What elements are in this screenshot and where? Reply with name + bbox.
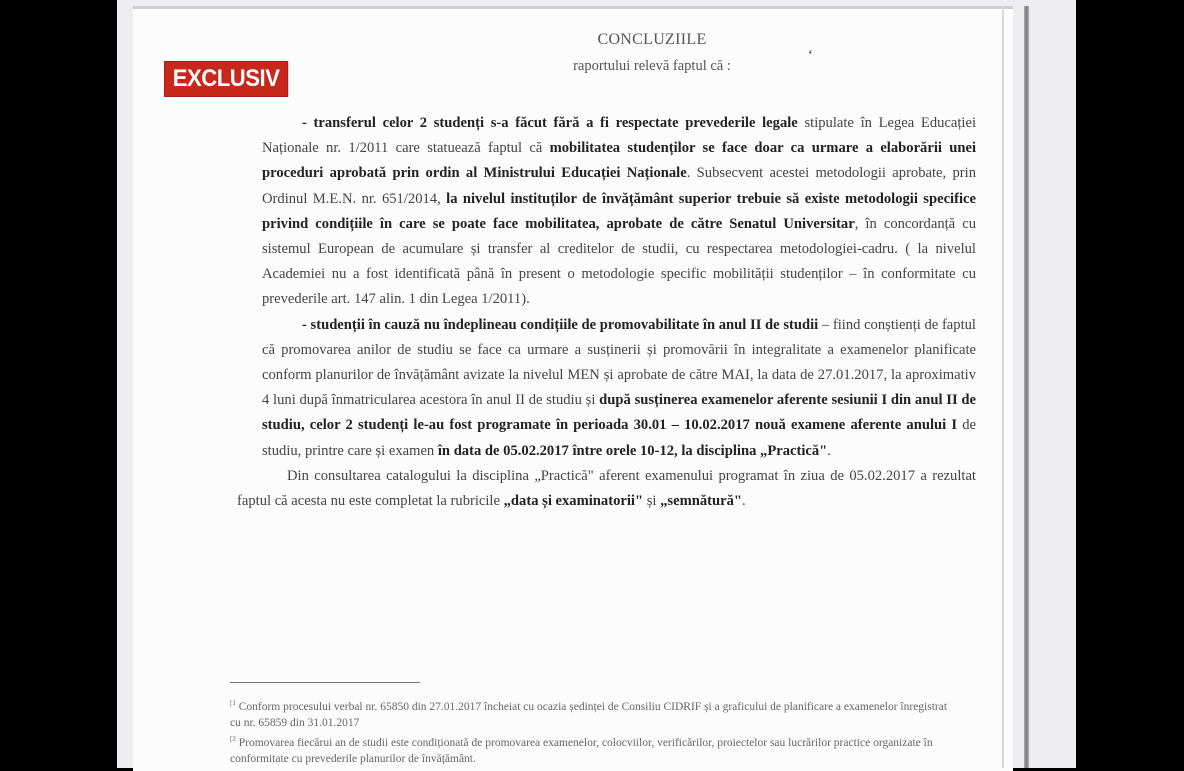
bold-text: „semnătură" — [660, 493, 742, 510]
bold-text: „data și examinatorii" — [503, 493, 644, 510]
bold-text: - studenții în cauză nu îndeplineau condițiile de promovabilitate în anul II de studii — [302, 316, 819, 333]
text: și — [643, 493, 661, 510]
bold-text: după susținerea examenelor aferente sesiunii I din anul II de studiu, celor 2 studenți le-au fost programate în perioada 30.01 – 10.02.2017 nouă examene aferente anului I — [262, 392, 976, 434]
page-edge — [1002, 6, 1004, 768]
text: – fiind conștienți de faptul că promovarea anilor de studiu se face ca urmare a susținerii și promovării în integralitate a examenelor planificate conform planurilor de învățământ avizate la nivelul MEN și aprobate de către MAI, la data de 27.01.2017, la aproximativ 4 luni după înmatricularea acestora în anul II de studiu și — [262, 316, 976, 409]
footnote-text: Conform procesului verbal nr. 65850 din 27.01.2017 încheiat cu ocazia ședinței de Consiliu CIDRIF și a graficului de planificare a examenelor înregistrat cu nr. 65859 din 31.01.2017 — [230, 700, 948, 729]
paragraph-catalog — [237, 464, 976, 514]
document-heading: CONCLUZIILE — [597, 31, 707, 48]
text: stipulate în Legea Educației Naționale nr. 1/2011 care statuează faptul că — [262, 115, 977, 157]
footnote-text: Promovarea fiecărui an de studii este condiționată de promovarea examenelor, colocviilor, verificărilor, proiectelor sau lucrărilor practice organizate în conformitate cu prevederile planurilor de învățământ. — [230, 736, 933, 765]
footnote-marker: [2 — [230, 734, 236, 743]
paragraph-transfer — [262, 111, 976, 313]
pen-mark: ‘ — [808, 48, 813, 63]
paragraph-promotion — [262, 313, 976, 464]
footnotes — [230, 695, 960, 767]
text: . — [742, 493, 746, 510]
text: Din consultarea catalogului la disciplina „Practică" aferent examenului programat în ziua de 05.02.2017 a rezultat faptul că acesta nu este completat la rubricile — [237, 467, 976, 510]
footnote-2 — [230, 731, 960, 767]
bold-text: în data de 05.02.2017 între orele 10-12, la disciplina „Practică" — [437, 442, 828, 459]
footnote-1 — [230, 695, 960, 731]
text: de studiu, printre care și examen — [262, 417, 976, 459]
exclusive-badge: EXCLUSIV — [164, 61, 288, 97]
document-subheading: raportului relevă faptul că : — [573, 58, 731, 74]
footnote-separator — [230, 682, 420, 683]
text: , în concordanță cu sistemul European de acumulare și transfer al creditelor de studii, cu respectarea metodologiei-cadru. ( la nivelul Academiei nu a fost identificată până în present o metodologie specific mobilității studenților – în conformitate cu prevederile art. 147 alin. 1 din Legea 1/2011). — [262, 215, 976, 308]
page-binding-shadow — [1024, 6, 1029, 768]
footnote-marker: [1 — [230, 699, 236, 707]
bold-text: la nivelul instituților de învățământ superior trebuie să existe metodologii specifice privind condițiile în care se poate face mobilitatea, aprobate de către Senatul Universitar — [262, 190, 976, 232]
bold-text: - transferul celor 2 studenți s-a făcut fără a fi respectate prevederile legale — [302, 115, 798, 131]
bold-text: mobilitatea studenților se face doar ca urmare a elaborării unei proceduri aprobată prin ordin al Ministrului Educației Naționale — [262, 140, 976, 182]
text: . Subsecvent acestei metodologii aprobate, prin Ordinul M.E.N. nr. 651/2014, — [262, 165, 976, 207]
text: . — [827, 442, 831, 459]
document-body — [237, 111, 977, 514]
